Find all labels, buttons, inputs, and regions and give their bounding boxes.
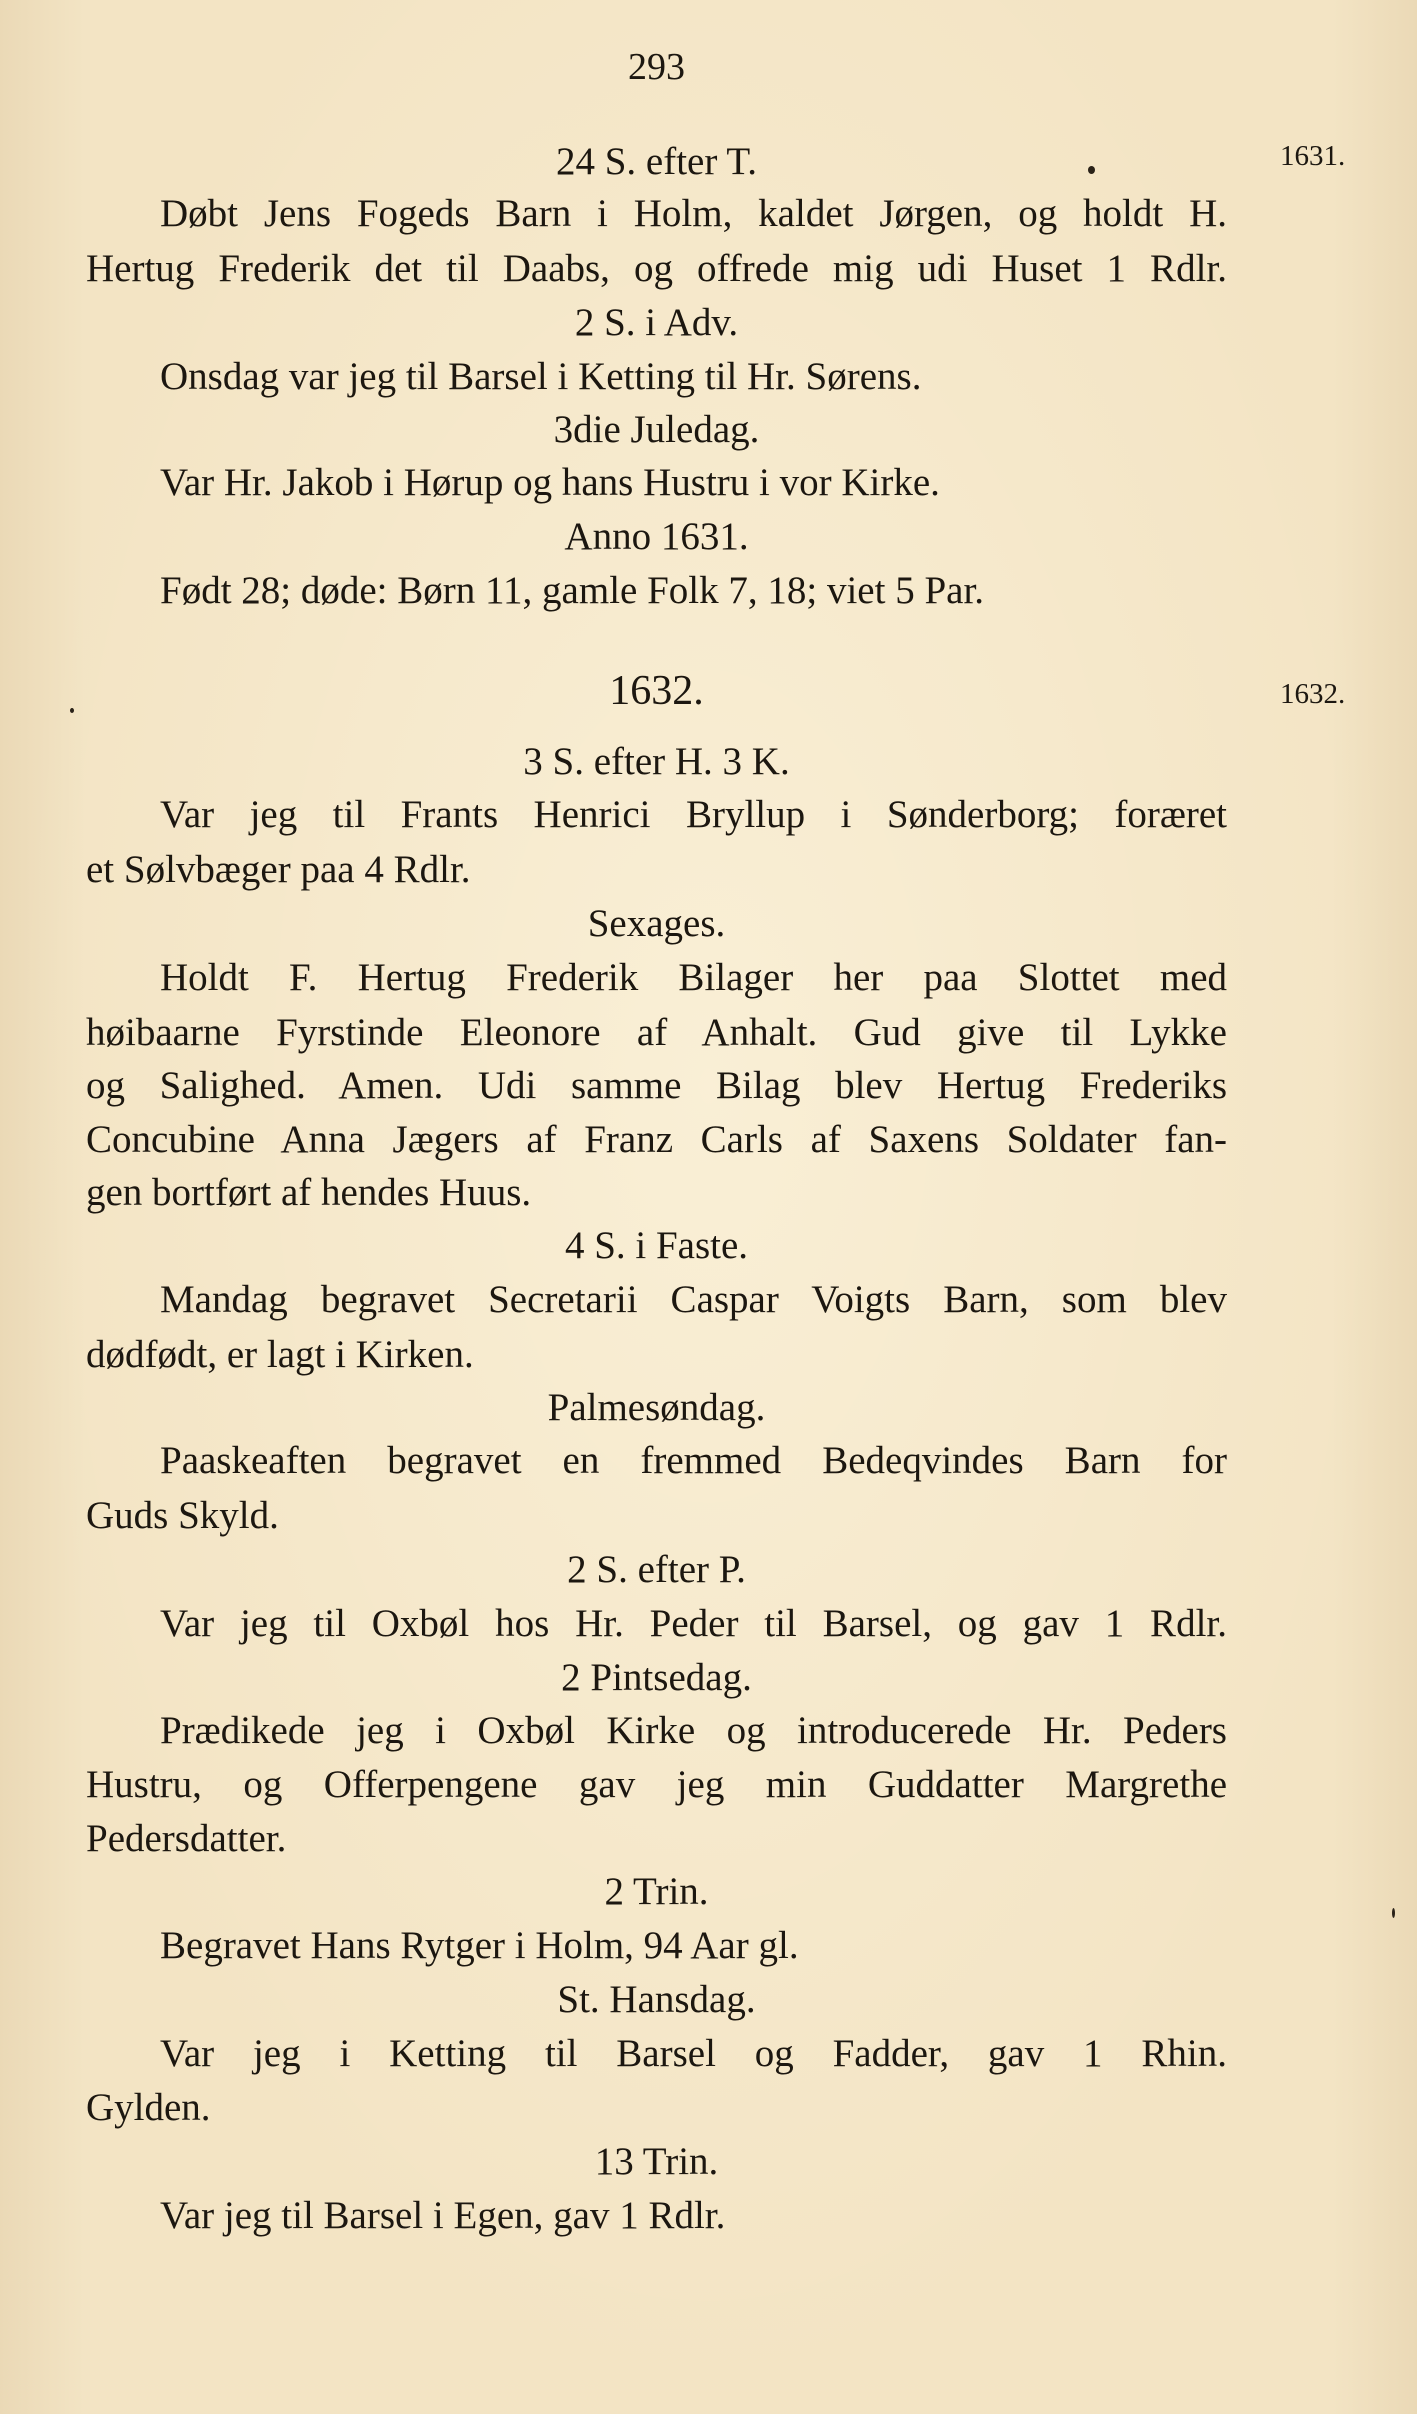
- text-line: Gylden.: [86, 2086, 211, 2129]
- text-line: Hustru, og Offerpengene gav jeg min Guddatter Margrethe: [86, 1763, 1227, 1806]
- text-line: Var jeg til Oxbøl hos Hr. Peder til Barsel, og gav 1 Rdlr.: [160, 1602, 1227, 1645]
- text-line: Onsdag var jeg til Barsel i Ketting til Hr. Sørens.: [160, 355, 922, 398]
- text-line: Døbt Jens Fogeds Barn i Holm, kaldet Jørgen, og holdt H.: [160, 192, 1227, 235]
- text-line: et Sølvbæger paa 4 Rdlr.: [86, 848, 471, 891]
- text-line: Hertug Frederik det til Daabs, og offrede mig udi Huset 1 Rdlr.: [86, 247, 1227, 290]
- margin-note-year-1632: 1632.: [1280, 678, 1346, 710]
- heading-3-s-efter-h: 3 S. efter H. 3 K.: [523, 740, 790, 783]
- heading-2-s-i-adv: 2 S. i Adv.: [574, 301, 739, 344]
- heading-2-s-efter-p: 2 S. efter P.: [567, 1548, 746, 1591]
- text-line: Paaskeaften begravet en fremmed Bedeqvindes Barn for: [160, 1439, 1227, 1482]
- heading-13-trin: 13 Trin.: [594, 2140, 719, 2183]
- margin-note-year-1631: 1631.: [1280, 140, 1346, 172]
- text-line: Concubine Anna Jægers af Franz Carls af Saxens Soldater fan-: [86, 1118, 1227, 1161]
- heading-anno-1631: Anno 1631.: [564, 515, 749, 558]
- text-line: Født 28; døde: Børn 11, gamle Folk 7, 18; viet 5 Par.: [160, 569, 985, 612]
- ink-speck: [70, 708, 74, 713]
- text-line: Var jeg i Ketting til Barsel og Fadder, gav 1 Rhin.: [160, 2032, 1227, 2075]
- ink-speck: [1088, 166, 1095, 174]
- year-heading-1632: 1632.: [609, 668, 704, 714]
- text-line: dødfødt, er lagt i Kirken.: [86, 1333, 474, 1376]
- heading-3die-juledag: 3die Juledag.: [553, 408, 760, 451]
- heading-palmesondag: Palmesøndag.: [547, 1386, 766, 1429]
- text-line: Guds Skyld.: [86, 1494, 279, 1537]
- text-line: Var Hr. Jakob i Hørup og hans Hustru i vor Kirke.: [160, 461, 940, 504]
- page-number: 293: [628, 46, 685, 88]
- text-line: Var jeg til Frants Henrici Bryllup i Sønderborg; foræret: [160, 793, 1227, 836]
- heading-2-pintsedag: 2 Pintsedag.: [561, 1656, 752, 1699]
- text-line: Pedersdatter.: [86, 1817, 287, 1860]
- ink-speck: [1392, 1908, 1395, 1918]
- text-line: Begravet Hans Rytger i Holm, 94 Aar gl.: [160, 1924, 799, 1967]
- text-line: Prædikede jeg i Oxbøl Kirke og introducerede Hr. Peders: [160, 1709, 1227, 1752]
- heading-24-s-efter-t: 24 S. efter T.: [555, 140, 758, 183]
- text-line: høibaarne Fyrstinde Eleonore af Anhalt. Gud give til Lykke: [86, 1011, 1227, 1054]
- heading-2-trin: 2 Trin.: [604, 1870, 709, 1913]
- text-line: Var jeg til Barsel i Egen, gav 1 Rdlr.: [160, 2194, 726, 2237]
- heading-4-s-i-faste: 4 S. i Faste.: [564, 1224, 749, 1267]
- text-line: Mandag begravet Secretarii Caspar Voigts Barn, som blev: [160, 1278, 1227, 1321]
- text-line: og Salighed. Amen. Udi samme Bilag blev Hertug Frederiks: [86, 1064, 1227, 1107]
- text-line: Holdt F. Hertug Frederik Bilager her paa Slottet med: [160, 956, 1227, 999]
- text-line: gen bortført af hendes Huus.: [86, 1171, 532, 1214]
- heading-sexages: Sexages.: [587, 902, 726, 945]
- heading-st-hansdag: St. Hansdag.: [557, 1978, 756, 2021]
